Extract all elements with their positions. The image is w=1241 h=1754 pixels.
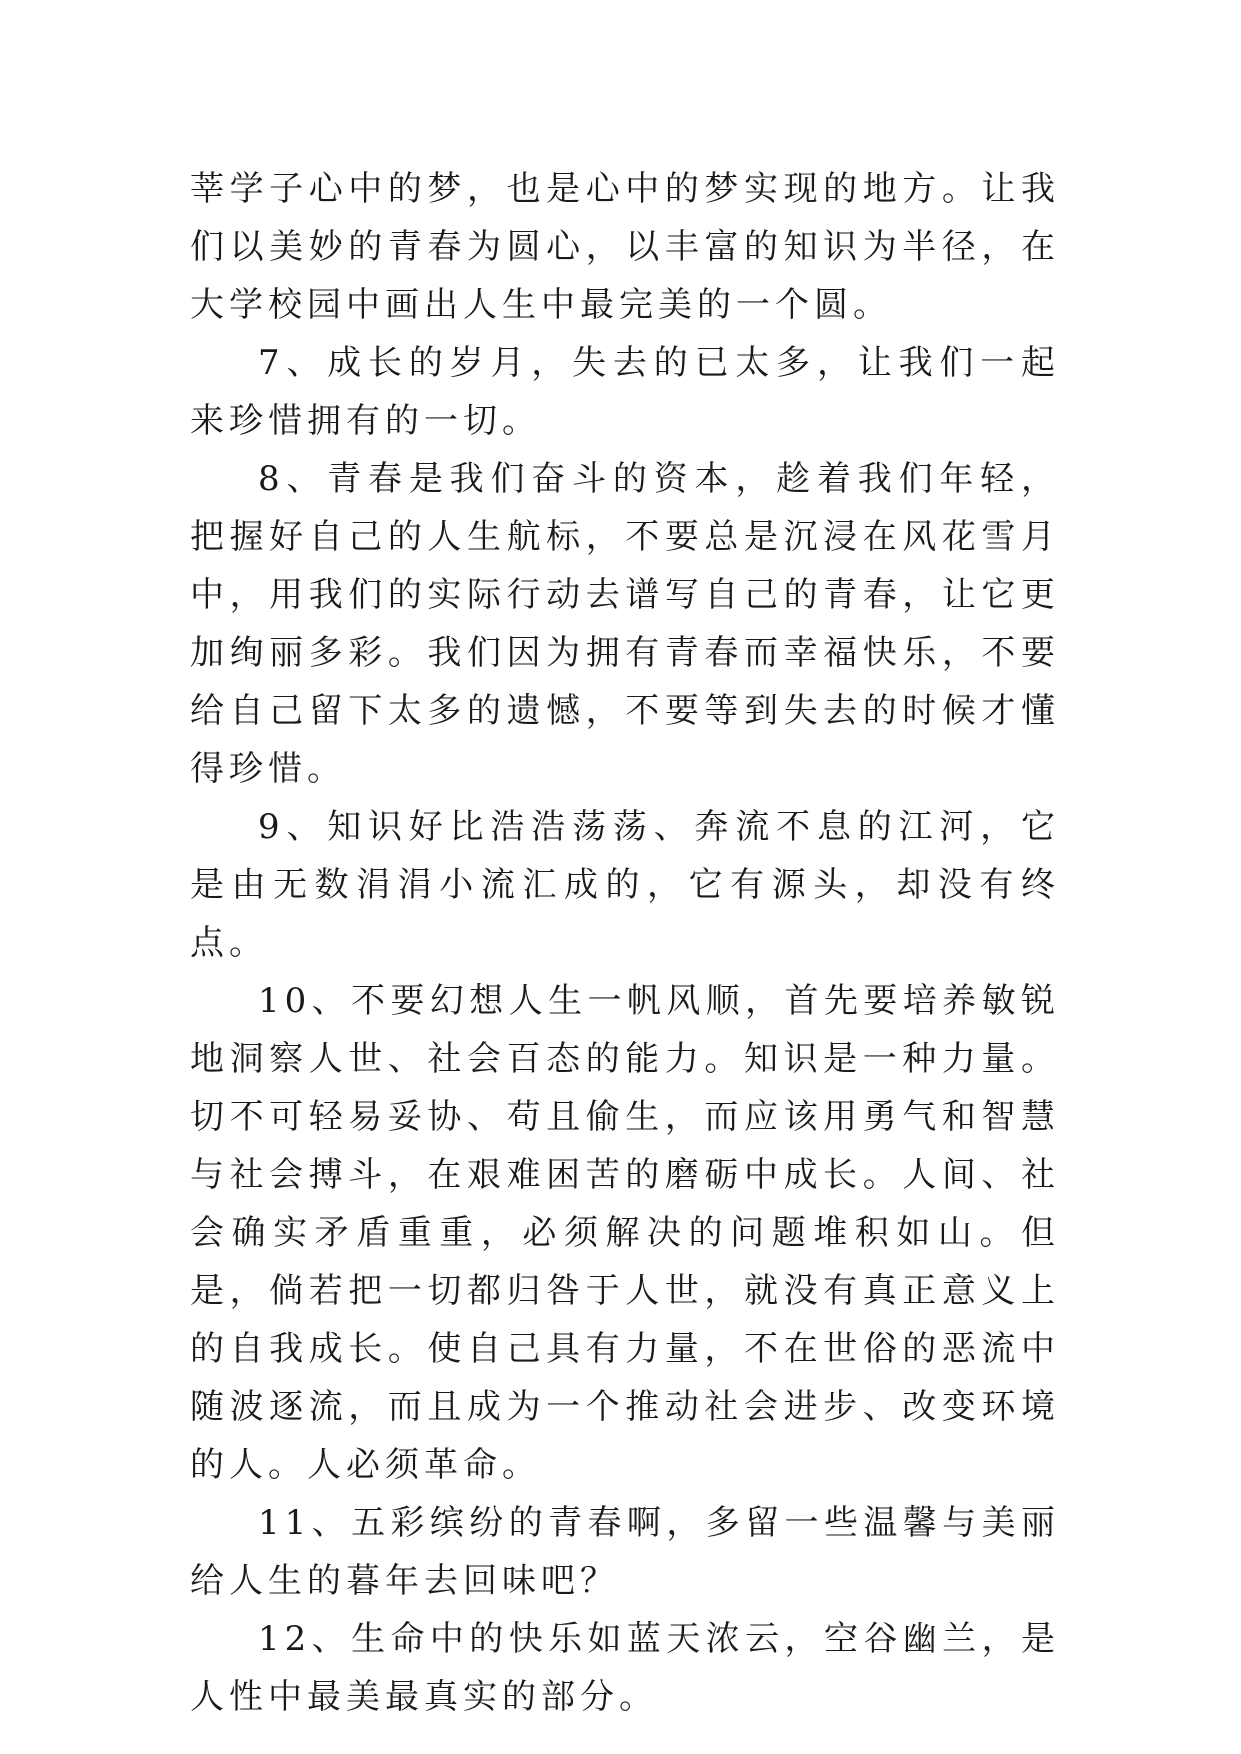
paragraph-item-11: 11、五彩缤纷的青春啊，多留一些温馨与美丽给人生的暮年去回味吧？ <box>190 1503 1060 1601</box>
paragraph-item-7: 7、成长的岁月，失去的已太多，让我们一起来珍惜拥有的一切。 <box>190 343 1060 441</box>
paragraph-item-10: 10、不要幻想人生一帆风顺，首先要培养敏锐地洞察人世、社会百态的能力。知识是一种力量。切不可轻易妥协、苟且偷生，而应该用勇气和智慧与社会搏斗，在艰难困苦的磨砺中成长。人间、社会确实矛盾重重，必须解决的问题堆积如山。但是，倘若把一切都归咎于人世，就没有真正意义上的自我成长。使自己具有力量，不在世俗的恶流中随波逐流，而且成为一个推动社会进步、改变环境的人。人必须革命。 <box>190 981 1060 1485</box>
paragraph-item-12: 12、生命中的快乐如蓝天浓云，空谷幽兰，是人性中最美最真实的部分。 <box>190 1619 1060 1717</box>
paragraph-item-8: 8、青春是我们奋斗的资本，趁着我们年轻，把握好自己的人生航标，不要总是沉浸在风花雪月中，用我们的实际行动去谱写自己的青春，让它更加绚丽多彩。我们因为拥有青春而幸福快乐，不要给自己留下太多的遗憾，不要等到失去的时候才懂得珍惜。 <box>190 459 1060 789</box>
paragraph-continuation: 莘学子心中的梦，也是心中的梦实现的地方。让我们以美妙的青春为圆心，以丰富的知识为半径，在大学校园中画出人生中最完美的一个圆。 <box>190 169 1060 325</box>
paragraph-item-9: 9、知识好比浩浩荡荡、奔流不息的江河，它是由无数涓涓小流汇成的，它有源头，却没有终点。 <box>190 807 1060 963</box>
document-body <box>190 160 1060 1726</box>
